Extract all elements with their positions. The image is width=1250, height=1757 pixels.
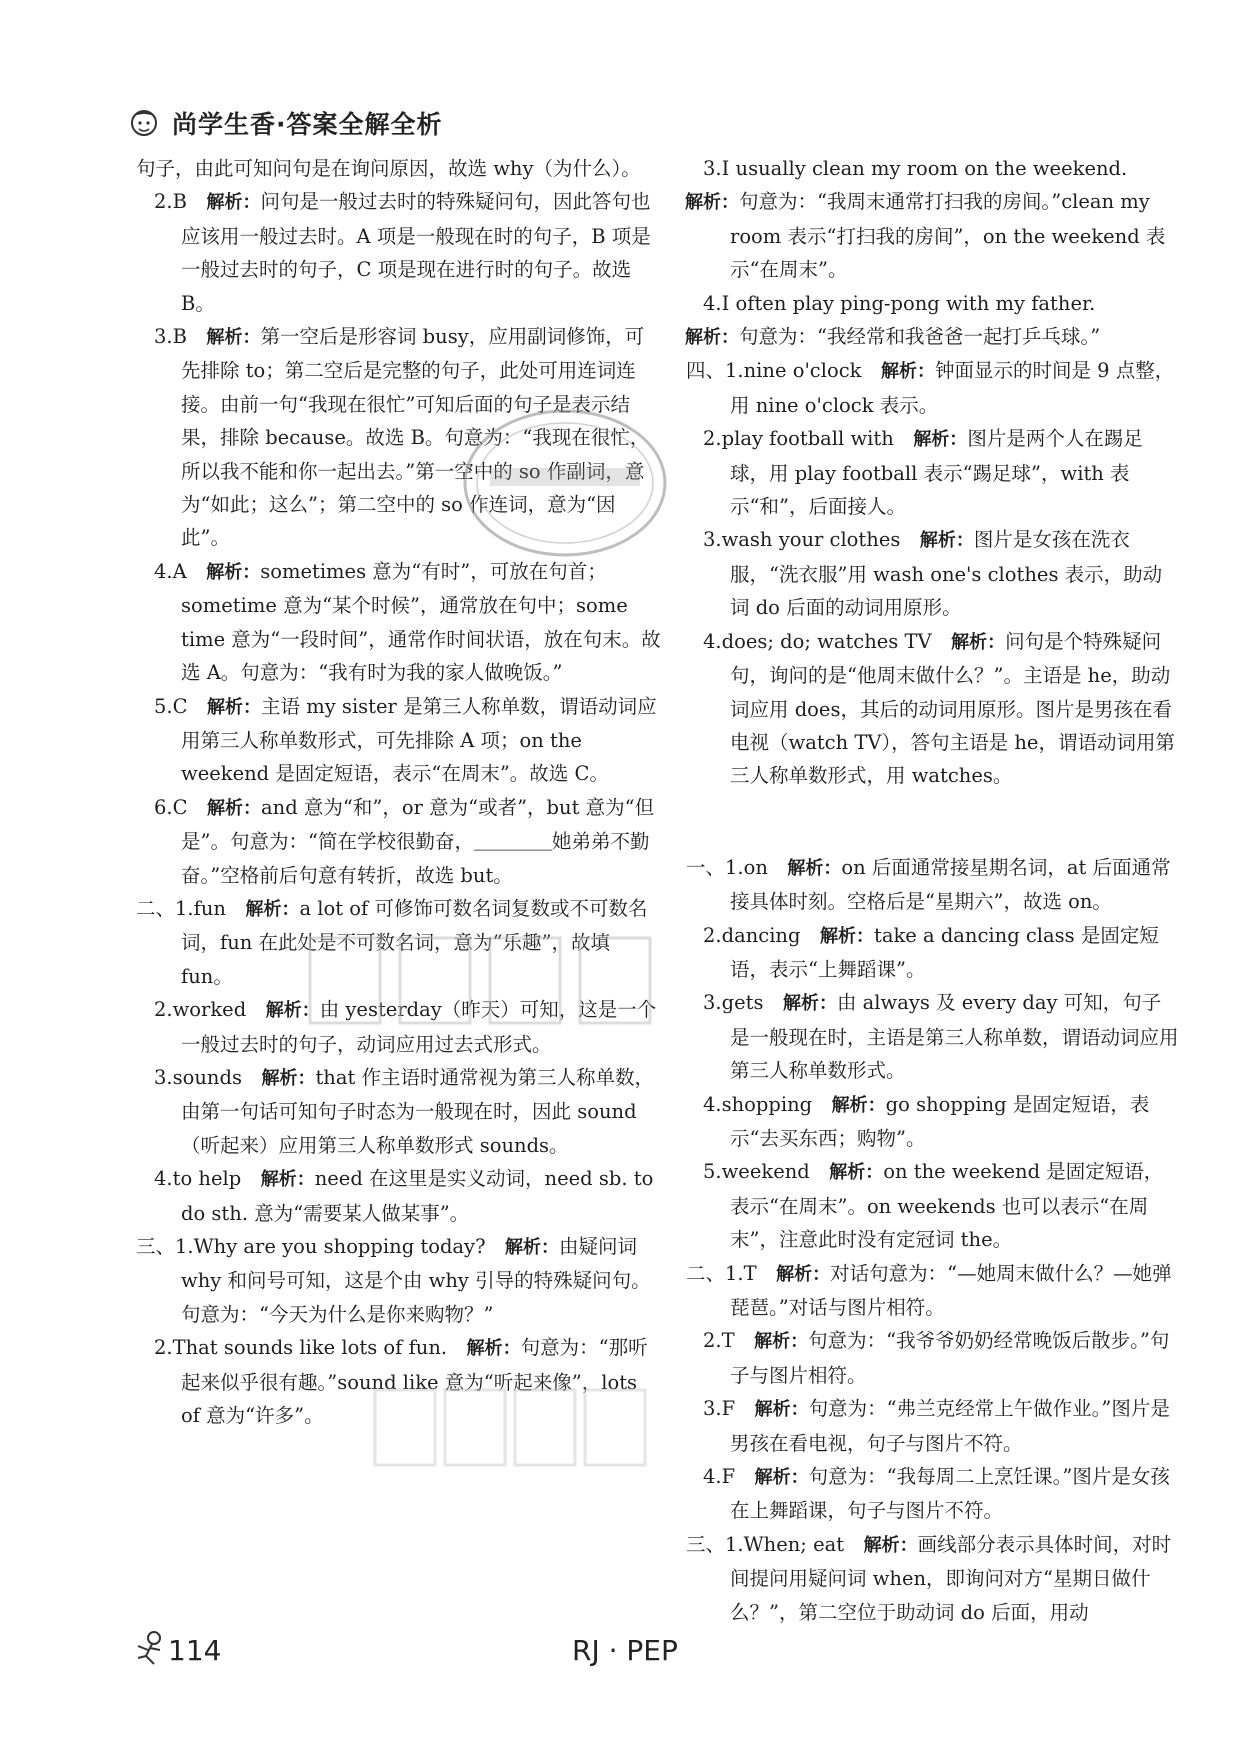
answer-text: worked — [172, 998, 247, 1022]
analysis-text: 对话句意为：“—她周末做什么？—她弹琵琶。”对话与图片相符。 — [730, 1261, 1172, 1319]
answer-item — [685, 320, 1180, 354]
analysis-label: 解析： — [261, 1067, 316, 1089]
answer-text: B — [172, 325, 187, 349]
answer-item — [685, 1460, 1180, 1528]
item-number: 4. — [154, 1167, 173, 1191]
analysis-text: that 作主语时通常视为第三人称单数，由第一句话可知句子时态为一般现在时，因此 sound（听起来）应用第三人称单数形式 sounds。 — [181, 1065, 655, 1157]
analysis-label: 解析： — [782, 993, 837, 1015]
answer-text: C — [172, 694, 188, 718]
answer-item — [136, 1162, 661, 1230]
page-title: 尚学生香·答案全解全析 — [172, 110, 443, 139]
answer-item — [136, 791, 661, 892]
analysis-label: 解析： — [787, 857, 842, 879]
answer-text: T — [721, 1329, 735, 1353]
answer-item — [685, 625, 1180, 793]
item-number: 2. — [703, 1329, 722, 1353]
answer-item — [136, 185, 661, 320]
item-number: 4. — [703, 1092, 722, 1116]
analysis-text: and 意为“和”，or 意为“或者”，but 意为“但是”。句意为：“简在学校很勤奋，＿＿＿＿她弟弟不勤奋。”空格前后句意有转折，故选 but。 — [181, 795, 655, 887]
analysis-label: 解析： — [206, 561, 261, 583]
answer-text: I usually clean my room on the weekend. — [721, 157, 1128, 180]
analysis-label: 解析： — [265, 1000, 320, 1022]
item-number: 4. — [703, 629, 722, 653]
answer-item — [136, 1230, 661, 1331]
answer-text: does; do; watches TV — [721, 629, 932, 653]
answer-text: F — [721, 1397, 736, 1421]
analysis-label: 解析： — [207, 797, 262, 819]
analysis-label: 解析： — [245, 898, 300, 920]
analysis-text: 句子，由此可知问句是在询问原因，故选 why（为什么）。 — [136, 157, 641, 180]
analysis-label: 解析： — [754, 1399, 809, 1421]
analysis-text: 图片是女孩在洗衣服，“洗衣服”用 wash one's clothes 表示，助动词 do 后面的动词用原形。 — [730, 528, 1163, 620]
analysis-label: 解析： — [913, 429, 968, 451]
answer-item — [685, 919, 1180, 987]
answer-item — [685, 851, 1180, 919]
answer-text: fun — [193, 896, 226, 920]
answer-text: gets — [721, 991, 764, 1015]
answer-text: play football with — [721, 427, 894, 451]
analysis-label: 解析： — [951, 631, 1006, 653]
item-number: 3. — [703, 528, 722, 552]
answer-text: nine o'clock — [743, 359, 862, 383]
analysis-text: a lot of 可修饰可数名词复数或不可数名词，fun 在此处是不可数名词，意为“乐趣”，故填 fun。 — [181, 896, 648, 988]
analysis-text: 句意为：“那听起来似乎很有趣。”sound like 意为“听起来像”，lots of 意为“许多”。 — [181, 1336, 648, 1428]
page-number: 114 — [168, 1634, 222, 1667]
item-number: 5. — [703, 1160, 722, 1184]
analysis-label: 解析： — [754, 1467, 809, 1489]
answer-text: sounds — [172, 1065, 242, 1089]
analysis-label: 解析： — [505, 1237, 560, 1258]
item-number: 2. — [703, 427, 722, 451]
answer-item — [685, 1088, 1180, 1156]
watermark-stamp — [450, 398, 680, 568]
answer-item — [685, 185, 1180, 286]
answer-text: to help — [172, 1167, 242, 1191]
item-number: 3. — [703, 991, 722, 1015]
analysis-label: 解析： — [207, 696, 262, 718]
analysis-label: 解析： — [685, 192, 739, 214]
answer-item — [685, 986, 1180, 1087]
item-number: 三、1. — [136, 1235, 194, 1258]
answer-item — [685, 1155, 1180, 1256]
item-number: 2. — [154, 190, 173, 214]
analysis-text: sometimes 意为“有时”，可放在句首；sometime 意为“某个时候”，通常放在句中；some time 意为“一段时间”，通常作时间状语，放在句末。故选 A。句意为：“我有时为我的家人做晚饭。” — [181, 559, 661, 685]
section-gap — [685, 793, 1180, 851]
mascot-icon — [126, 103, 162, 143]
analysis-text: go shopping 是固定短语，表示“去买东西；购物”。 — [730, 1092, 1150, 1150]
answer-text: I often play ping-pong with my father. — [721, 291, 1096, 315]
answer-text: dancing — [721, 923, 801, 947]
running-boy-icon — [128, 1628, 172, 1672]
answer-text: Why are you shopping today? — [193, 1235, 486, 1258]
analysis-text: take a dancing class 是固定短语，表示“上舞蹈课”。 — [730, 923, 1159, 981]
analysis-text: 句意为：“我经常和我爸爸一起打乒乓球。” — [739, 325, 1101, 349]
analysis-text: on 后面通常接星期名词，at 后面通常接具体时刻。空格后是“星期六”，故选 on。 — [730, 855, 1171, 914]
analysis-label: 解析： — [863, 1534, 918, 1556]
answer-item — [136, 690, 661, 791]
analysis-text: 第一空后是形容词 busy，应用副词修饰，可先排除 to；第二空后是完整的句子，此处可用连词连接。由前一句“我现在很忙”可知后面的句子是表示结果，排除 because。故选 B。句意为：“我现在很忙，所以我不能和你一起出去。”第一空中的 so 作副词，意为“如此；这么”；第二空中的 so 作连词，意为“因此”。 — [181, 325, 650, 550]
analysis-label: 解析： — [260, 1169, 315, 1191]
analysis-text: 由 yesterday（昨天）可知，这是一个一般过去时的句子，动词应用过去式形式。 — [181, 998, 657, 1056]
analysis-label: 解析： — [819, 925, 874, 947]
item-number: 四、1. — [686, 359, 744, 383]
analysis-label: 解析： — [754, 1331, 809, 1353]
answer-item — [136, 152, 661, 185]
answer-item — [685, 1528, 1180, 1629]
item-number: 5. — [154, 694, 173, 718]
analysis-text: 句意为：“我周末通常打扫我的房间。”clean my room 表示“打扫我的房间”，on the weekend 表示“在周末”。 — [730, 190, 1166, 282]
item-number: 6. — [154, 795, 173, 819]
analysis-label: 解析： — [831, 1094, 886, 1116]
analysis-text: 句意为：“我每周二上烹饪课。”图片是女孩在上舞蹈课，句子与图片不符。 — [730, 1465, 1170, 1523]
answer-item — [685, 1392, 1180, 1460]
item-number: 3. — [703, 157, 722, 180]
answer-item — [685, 287, 1180, 320]
page-footer — [0, 1628, 1250, 1688]
answer-text: shopping — [721, 1092, 813, 1116]
analysis-text: 由疑问词 why 和问号可知，这是个由 why 引导的特殊疑问句。句意为：“今天为什么是你来购物？” — [181, 1235, 651, 1326]
analysis-text: 问句是个特殊疑问句，询问的是“他周末做什么？”。主语是 he，助动词应用 does，其后的动词用原形。图片是男孩在看电视（watch TV），答句主语是 he，谓语动词用第三人称单数形式，用 watches。 — [730, 629, 1175, 788]
analysis-text: 句意为：“弗兰克经常上午做作业。”图片是男孩在看电视，句子与图片不符。 — [730, 1397, 1170, 1455]
item-number: 二、1. — [136, 896, 194, 920]
answer-item — [685, 1324, 1180, 1392]
answer-text: wash your clothes — [721, 528, 901, 552]
item-number: 二、1. — [686, 1261, 744, 1285]
analysis-label: 解析： — [829, 1162, 884, 1184]
answer-item — [685, 523, 1180, 624]
watermark-outline — [290, 928, 670, 1038]
answer-item — [136, 555, 661, 690]
analysis-label: 解析： — [685, 327, 739, 349]
item-number: 4. — [703, 291, 722, 315]
answer-text: T — [743, 1261, 757, 1285]
item-number: 3. — [154, 325, 173, 349]
analysis-text: 主语 my sister 是第三人称单数，谓语动词应用第三人称单数形式，可先排除 A 项；on the weekend 是固定短语，表示“在周末”。故选 C。 — [181, 694, 657, 786]
analysis-text: need 在这里是实义动词，need sb. to do sth. 意为“需要某人做某事”。 — [181, 1167, 654, 1225]
analysis-label: 解析： — [206, 327, 261, 349]
answer-text: That sounds like lots of fun. — [172, 1336, 448, 1360]
analysis-label: 解析： — [919, 530, 974, 552]
right-column — [685, 152, 1180, 1629]
item-number: 2. — [154, 1336, 173, 1360]
analysis-label: 解析： — [776, 1263, 831, 1285]
answer-text: weekend — [721, 1160, 810, 1184]
answer-item — [136, 1061, 661, 1162]
item-number: 一、1. — [686, 855, 744, 879]
analysis-text: 图片是两个人在踢足球，用 play football 表示“踢足球”，with 表示“和”，后面接人。 — [730, 427, 1143, 519]
item-number: 2. — [703, 923, 722, 947]
analysis-text: 画线部分表示具体时间，对时间提问用疑问词 when，即询问对方“星期日做什么？”，第二空位于助动词 do 后面，用动 — [730, 1532, 1172, 1624]
item-number: 4. — [154, 559, 173, 583]
analysis-label: 解析： — [206, 192, 261, 214]
analysis-text: 钟面显示的时间是 9 点整，用 nine o'clock 表示。 — [730, 359, 1175, 417]
series-label: RJ · PEP — [572, 1634, 678, 1667]
analysis-label: 解析： — [466, 1338, 521, 1360]
item-number: 2. — [154, 998, 173, 1022]
analysis-label: 解析： — [880, 361, 935, 383]
answer-item — [685, 1257, 1180, 1325]
analysis-text: 句意为：“我爷爷奶奶经常晚饭后散步。”句子与图片相符。 — [730, 1329, 1170, 1387]
answer-text: on — [743, 855, 768, 879]
answer-text: C — [172, 795, 188, 819]
item-number: 4. — [703, 1465, 722, 1489]
answer-text: F — [721, 1465, 736, 1489]
answer-text: B — [172, 190, 187, 214]
item-number: 3. — [154, 1065, 173, 1089]
answer-text: When; eat — [743, 1532, 845, 1556]
analysis-text: 由 always 及 every day 可知，句子是一般现在时，主语是第三人称单数，谓语动词应用第三人称单数形式。 — [730, 991, 1179, 1083]
answer-item — [685, 422, 1180, 523]
answer-item — [685, 354, 1180, 422]
analysis-text: on the weekend 是固定短语，表示“在周末”。on weekends 也可以表示“在周末”，注意此时没有定冠词 the。 — [730, 1160, 1164, 1252]
analysis-text: 问句是一般过去时的特殊疑问句，因此答句也应该用一般过去时。A 项是一般现在时的句子，B 项是一般过去时的句子，C 项是现在进行时的句子。故选 B。 — [181, 190, 651, 315]
left-column — [136, 152, 661, 1432]
page-header — [126, 100, 443, 146]
watermark-outline-2 — [365, 1380, 655, 1480]
answer-item — [685, 152, 1180, 185]
item-number: 三、1. — [686, 1532, 744, 1556]
item-number: 3. — [703, 1397, 722, 1421]
answer-text: A — [172, 559, 187, 583]
